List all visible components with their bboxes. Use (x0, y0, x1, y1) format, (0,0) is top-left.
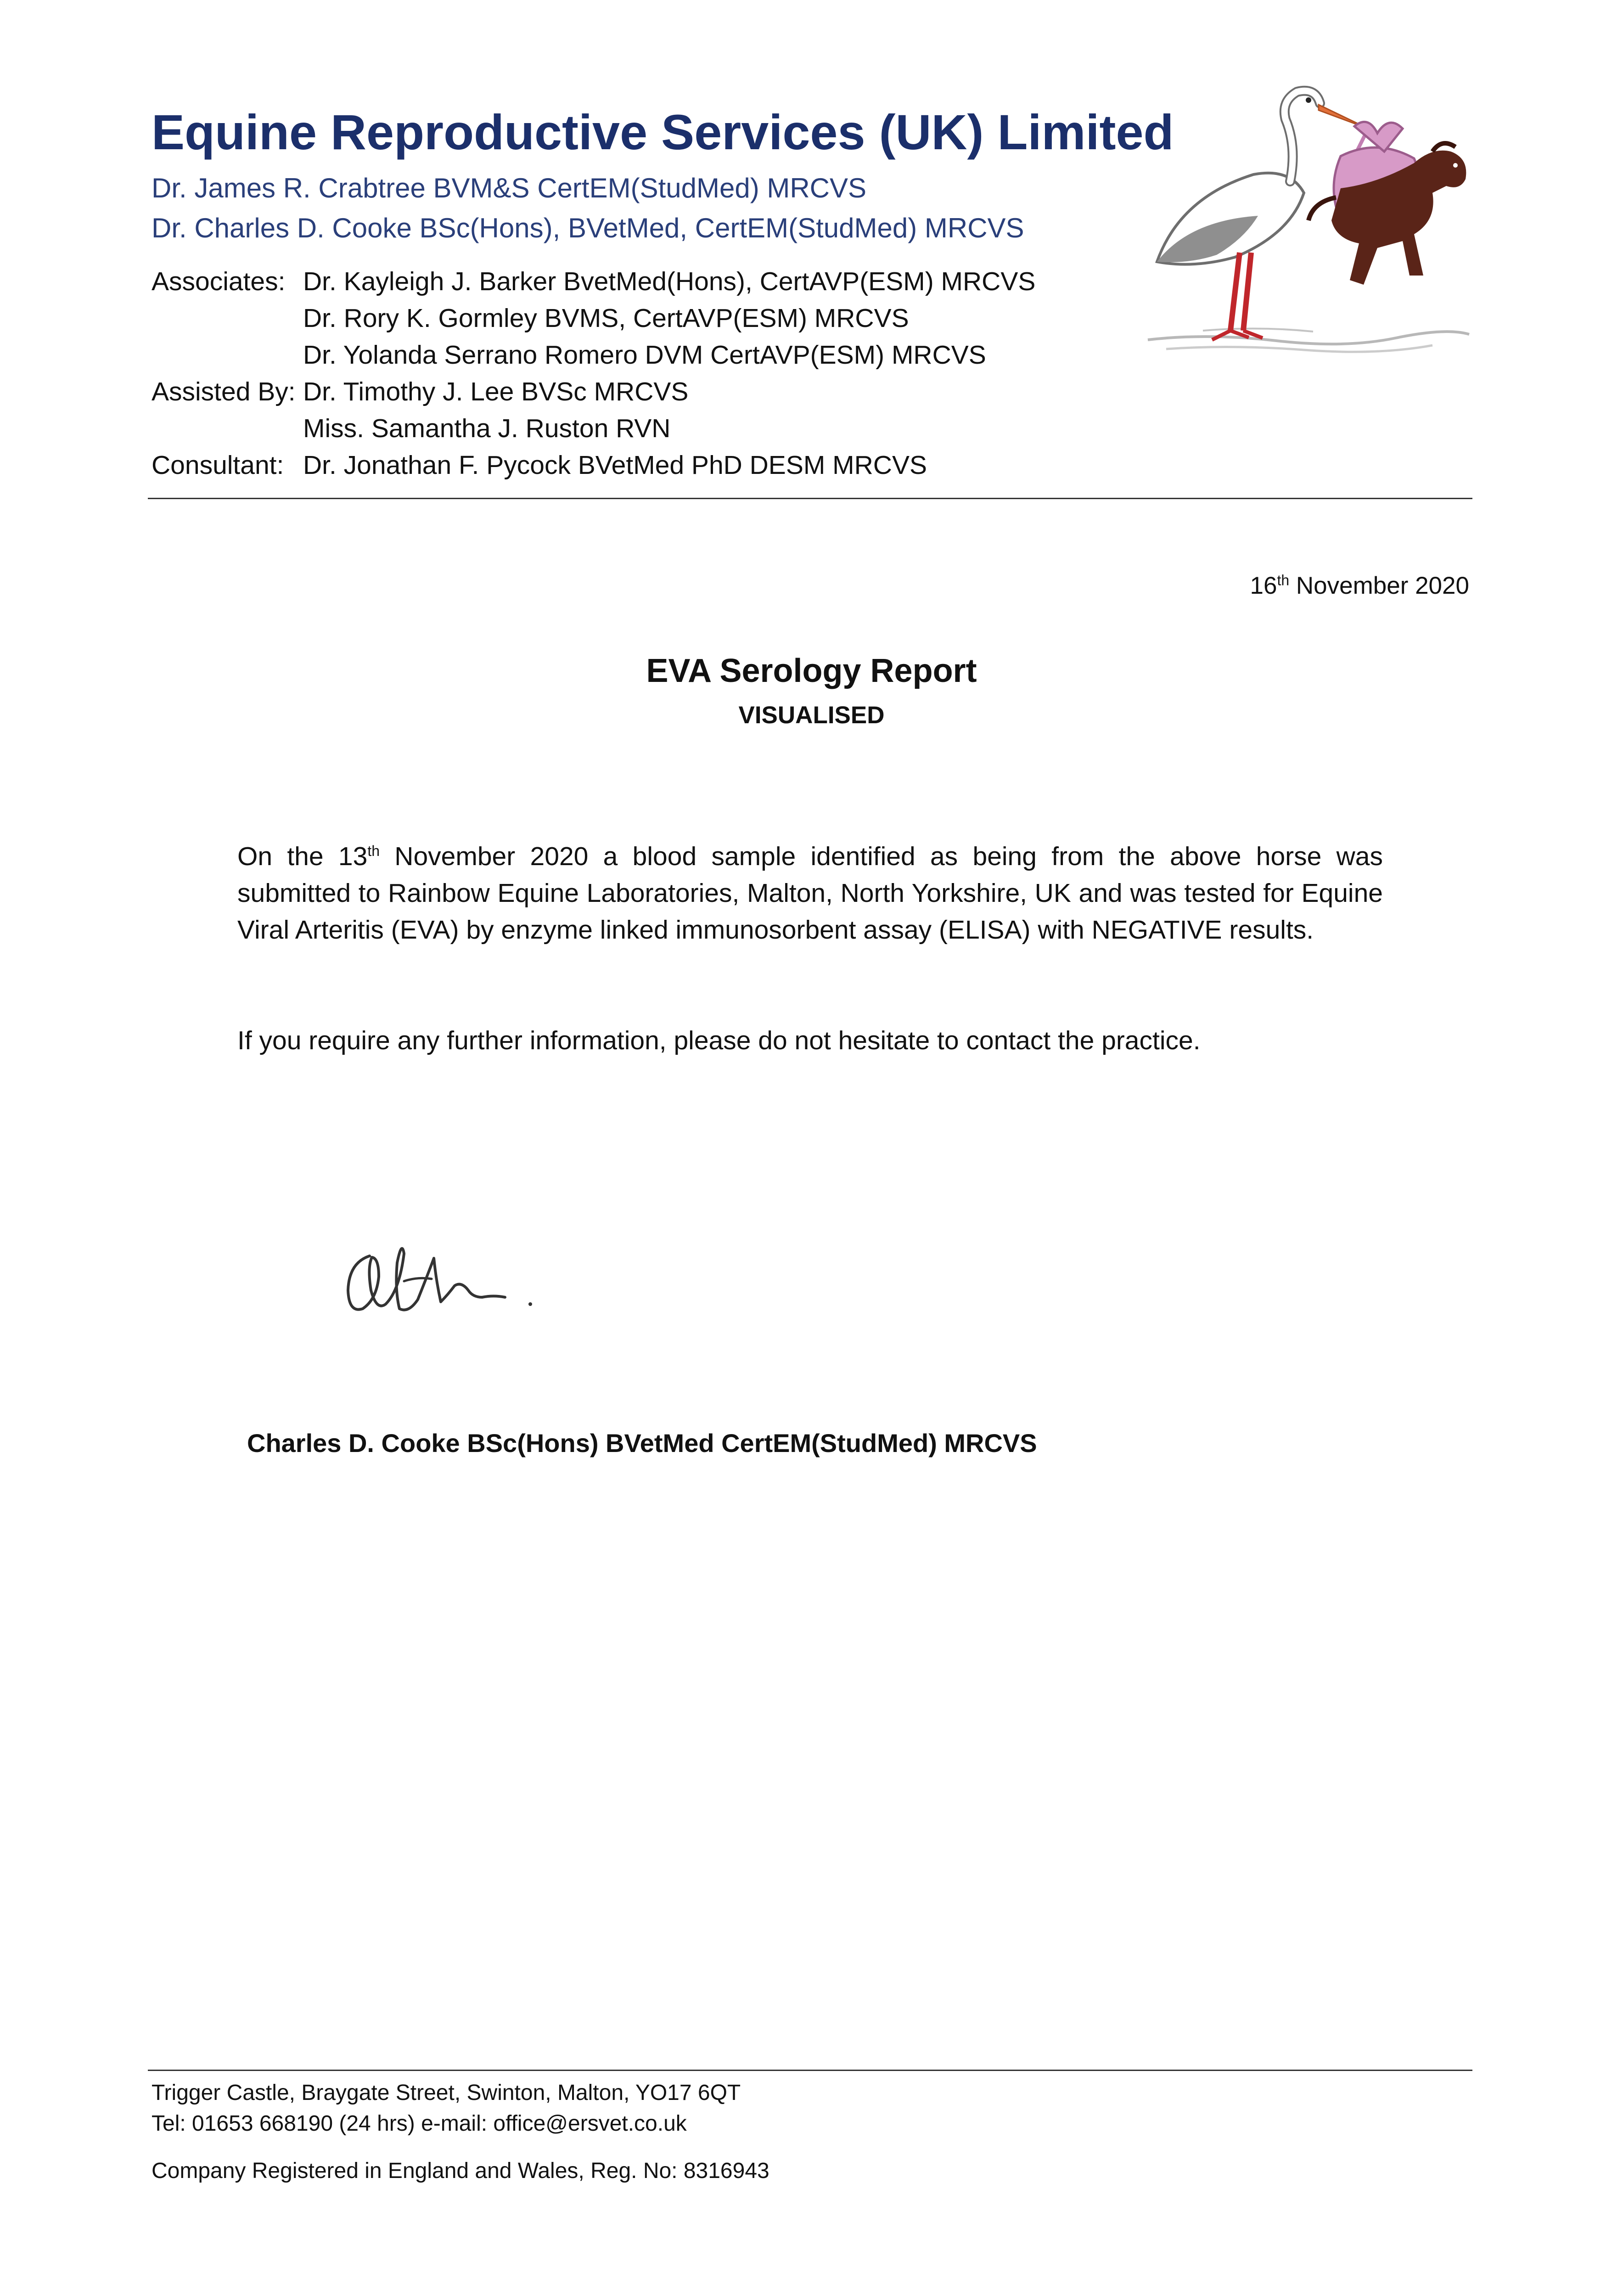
footer-registration: Company Registered in England and Wales, Reg. No: 8316943 (152, 2159, 769, 2183)
assistant-name: Miss. Samantha J. Ruston RVN (303, 414, 671, 443)
associate-name: Dr. Kayleigh J. Barker BvetMed(Hons), CertAVP(ESM) MRCVS (303, 267, 1036, 296)
result-paragraph: On the 13th November 2020 a blood sample identified as being from the above horse was submitted to Rainbow Equine Laboratories, Malton, North Yorkshire, UK and was tested for Equine Viral Arteritis (EVA) by enzyme linked immunosorbent assay (ELISA) with NEGATIVE results. (237, 842, 1383, 945)
horse-name: VISUALISED (738, 702, 885, 729)
signatory-name: Charles D. Cooke BSc(Hons) BVetMed CertEM(StudMed) MRCVS (247, 1429, 1037, 1458)
report-title: EVA Serology Report (646, 653, 977, 689)
consultant-label: Consultant: (152, 450, 284, 480)
footer-address: Trigger Castle, Braygate Street, Swinton, Malton, YO17 6QT (152, 2081, 741, 2105)
handwritten-signature-icon (335, 1221, 546, 1332)
letter-date: 16th November 2020 (1250, 572, 1469, 599)
associates-label: Associates: (152, 267, 286, 296)
partner-name: Dr. Charles D. Cooke BSc(Hons), BVetMed, CertEM(StudMed) MRCVS (152, 213, 1024, 243)
stork-carrying-foal-logo-icon (1139, 83, 1478, 358)
contact-paragraph: If you require any further information, please do not hesitate to contact the practice. (237, 1026, 1201, 1055)
assisted-by-label: Assisted By: (152, 377, 296, 406)
header-divider (148, 498, 1472, 499)
footer-contact: Tel: 01653 668190 (24 hrs) e-mail: office@ersvet.co.uk (152, 2111, 687, 2136)
partner-name: Dr. James R. Crabtree BVM&S CertEM(StudMed) MRCVS (152, 173, 867, 203)
footer-divider (148, 2070, 1472, 2071)
assistant-name: Dr. Timothy J. Lee BVSc MRCVS (303, 377, 689, 406)
associate-name: Dr. Yolanda Serrano Romero DVM CertAVP(ESM) MRCVS (303, 340, 986, 370)
consultant-name: Dr. Jonathan F. Pycock BVetMed PhD DESM MRCVS (303, 450, 927, 480)
associate-name: Dr. Rory K. Gormley BVMS, CertAVP(ESM) MRCVS (303, 304, 909, 333)
company-name: Equine Reproductive Services (UK) Limited (152, 104, 1174, 160)
